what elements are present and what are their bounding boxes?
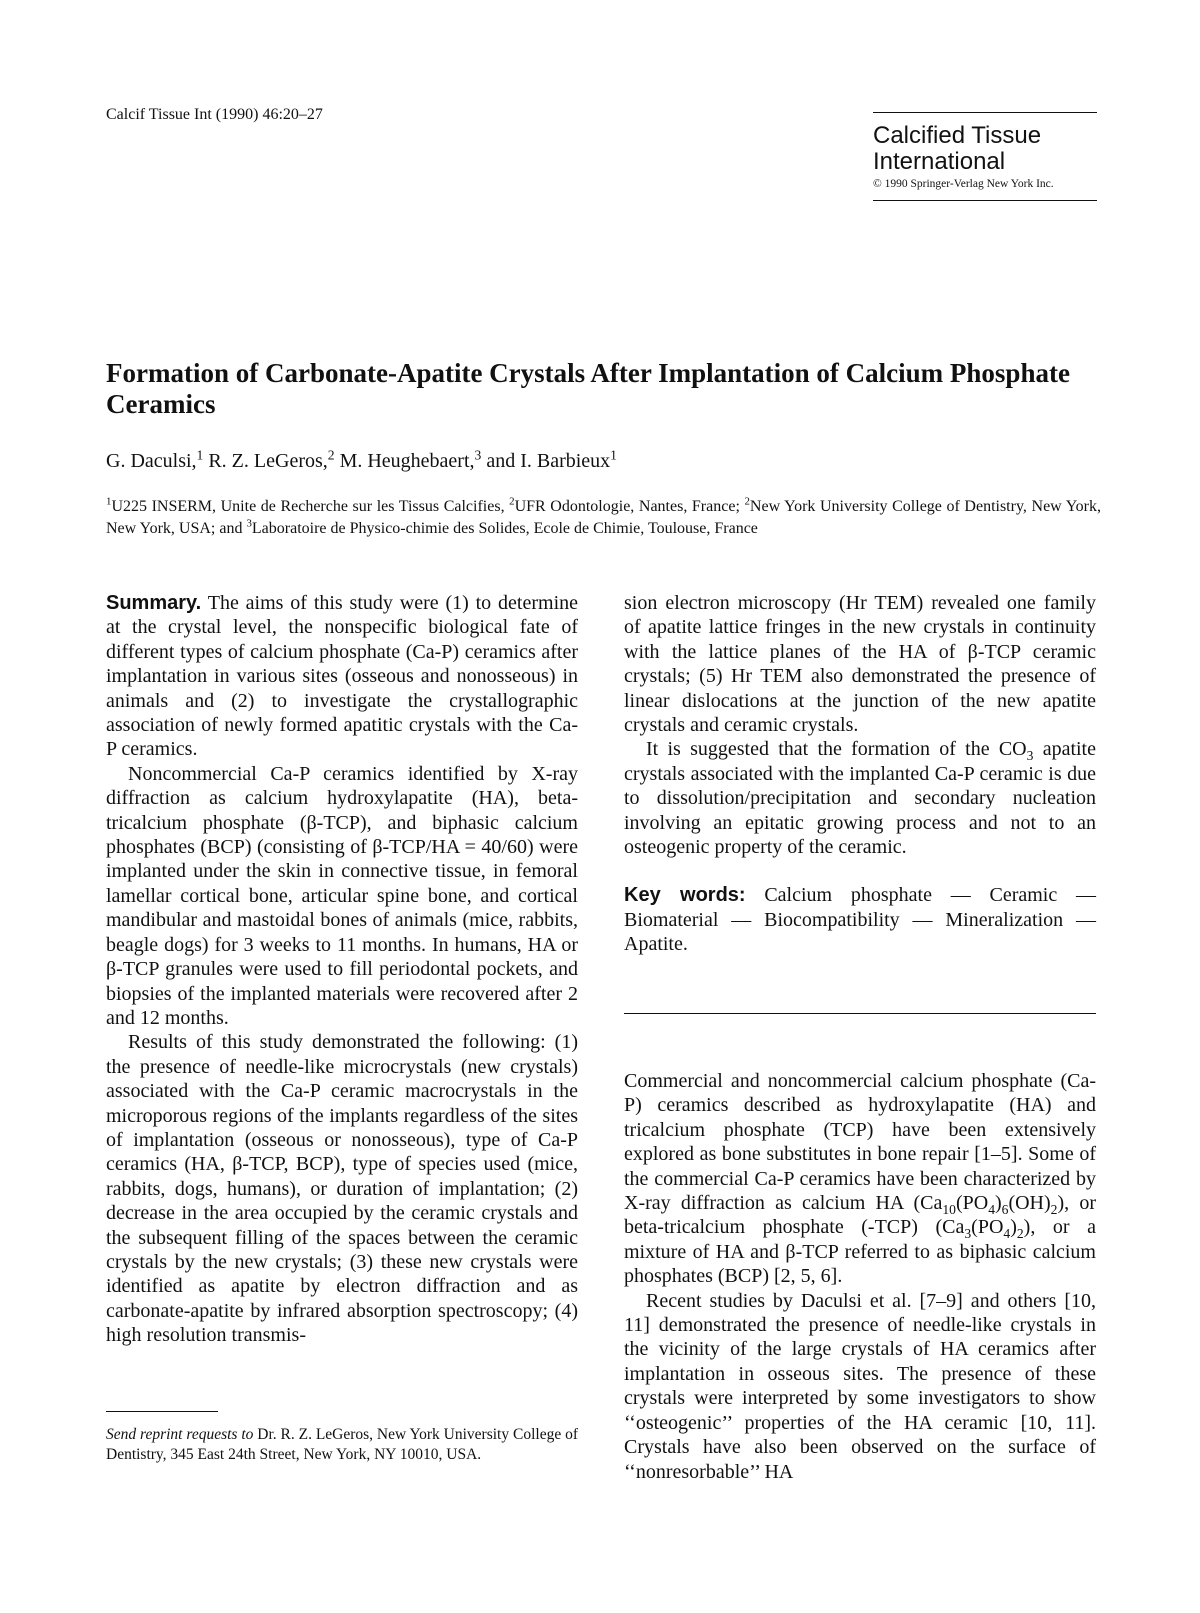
journal-citation: Calcif Tissue Int (1990) 46:20–27	[106, 106, 323, 123]
body-paragraph: Recent studies by Daculsi et al. [7–9] and others [10, 11] demonstrated the presence of needle-like crystals in the vicinity of the large crystals of HA ceramics after implantation in osseous sites. The presence of these crystals were interpreted by some investigators to show ‘‘osteogenic’’ properties of the HA ceramic [10, 11]. Crystals have also been observed on the surface of ‘‘nonresorbable’’ HA	[624, 1289, 1096, 1483]
body-paragraph: Commercial and noncommercial calcium phosphate (Ca-P) ceramics described as hydroxylapatite (HA) and tricalcium phosphate (TCP) have been extensively explored as bone substitutes in bone repair [1–5]. Some of the commercial Ca-P ceramics have been characterized by X-ray diffraction as calcium HA $(Ca_{10}(PO_4)_6(OH)_2)$, or beta-tricalcium phosphate (-TCP) $(Ca_3(PO_4)_2)$, or a mixture of HA and β-TCP referred to as biphasic calcium phosphates (BCP) [2, 5, 6].	[624, 1070, 1096, 1288]
summary-paragraph	[106, 591, 578, 762]
summary-column-right	[624, 591, 1096, 957]
summary-paragraph: Results of this study demonstrated the following: (1) the presence of needle-like microcrystals (new crystals) associated with the Ca-P ceramic macrocrystals in the microporous regions of the implants regardless of the sites of implantation (osseous or nonosseous), type of Ca-P ceramics (HA, β-TCP, BCP), type of species used (mice, rabbits, dogs, humans), or duration of implantation; (2) decrease in the area occupied by the ceramic crystals and the subsequent filling of the spaces between the ceramic crystals by the new crystals; (3) these new crystals were identified as apatite by electron diffraction and as carbonate-apatite by infrared absorption spectroscopy; (4) high resolution transmis-	[106, 1031, 578, 1347]
author-name: G. Daculsi,	[106, 450, 197, 472]
affiliation-text: U225 INSERM, Unite de Recherche sur les Tissus Calcifies,	[111, 498, 510, 515]
affiliation-mark: 1	[106, 495, 112, 508]
keywords	[624, 883, 1096, 956]
footnote-rule	[106, 1411, 218, 1412]
footnote-text: Dr. R. Z. LeGeros, New York University College of Dentistry, 345 East 24th Street, New York, NY 10010, USA.	[106, 1426, 578, 1463]
author-affiliation-mark: 3	[474, 447, 482, 463]
author-list	[106, 447, 617, 473]
author-affiliation-mark: 1	[196, 447, 204, 463]
introduction-column	[624, 1069, 1096, 1484]
summary-paragraph: It is suggested that the formation of the $CO_3$ apatite crystals associated with the implanted Ca-P ceramic is due to dissolution/precipitation and secondary nucleation involving an epitatic growing process and not to an osteogenic property of the ceramic.	[624, 738, 1096, 859]
masthead-top-rule	[873, 112, 1097, 113]
affiliation-mark: 3	[246, 517, 252, 530]
masthead-bottom-rule	[873, 200, 1097, 201]
keywords-text: Calcium phosphate — Ceramic — Biomaterial — Biocompatibility — Mineralization — Apatite.	[624, 884, 1096, 956]
summary-column-left	[106, 591, 578, 1348]
summary-heading: Summary.	[106, 592, 202, 614]
section-divider	[624, 1013, 1096, 1014]
author-affiliation-mark: 1	[610, 447, 617, 463]
article-title: Formation of Carbonate-Apatite Crystals After Implantation of Calcium Phosphate Ceramics	[106, 358, 1070, 419]
journal-masthead	[873, 112, 1097, 201]
author-affiliation-mark: 2	[327, 447, 335, 463]
author-name: R. Z. LeGeros,	[208, 450, 328, 472]
author-name: M. Heughebaert,	[339, 450, 475, 472]
summary-text: The aims of this study were (1) to determine at the crystal level, the nonspecific biological fate of different types of calcium phosphate (Ca-P) ceramics after implantation in various sites (osseous and nonosseous) in animals and (2) to investigate the crystallographic association of newly formed apatitic crystals with the Ca-P ceramics.	[106, 592, 578, 761]
affiliation-text: New York University College of Dentistry, New York, New York, USA; and	[106, 498, 1101, 537]
author-name: and I. Barbieux	[486, 450, 611, 472]
affiliation-mark: 2	[509, 495, 515, 508]
footnote-lead: Send reprint requests to	[106, 1426, 254, 1443]
copyright-notice: © 1990 Springer-Verlag New York Inc.	[873, 178, 1054, 190]
affiliations	[106, 496, 1101, 540]
affiliation-text: UFR Odontologie, Nantes, France;	[514, 498, 745, 515]
journal-name-line2: International	[873, 148, 1006, 175]
keywords-label: Key words:	[624, 884, 746, 907]
affiliation-text: Laboratoire de Physico-chimie des Solides, Ecole de Chimie, Toulouse, France	[251, 520, 758, 537]
summary-paragraph-continued: sion electron microscopy (Hr TEM) revealed one family of apatite lattice fringes in the new crystals in continuity with the lattice planes of the HA of β-TCP ceramic crystals; (5) Hr TEM also demonstrated the presence of linear dislocations at the junction of the new apatite crystals and ceramic crystals.	[624, 592, 1096, 737]
summary-paragraph: Noncommercial Ca-P ceramics identified by X-ray diffraction as calcium hydroxylapatite (HA), beta-tricalcium phosphate (β-TCP), and biphasic calcium phosphates (BCP) (consisting of β-TCP/HA = 40/60) were implanted under the skin in connective tissue, in femoral lamellar cortical bone, articular spine bone, and cortical mandibular and mastoidal bones of animals (mice, rabbits, beagle dogs) for 3 weeks to 11 months. In humans, HA or β-TCP granules were used to fill periodontal pockets, and biopsies of the implanted materials were recovered after 2 and 12 months.	[106, 762, 578, 1029]
journal-name-line1: Calcified Tissue	[873, 122, 1042, 149]
footnote	[106, 1425, 578, 1465]
journal-name	[873, 123, 1097, 175]
affiliation-mark: 2	[744, 495, 750, 508]
